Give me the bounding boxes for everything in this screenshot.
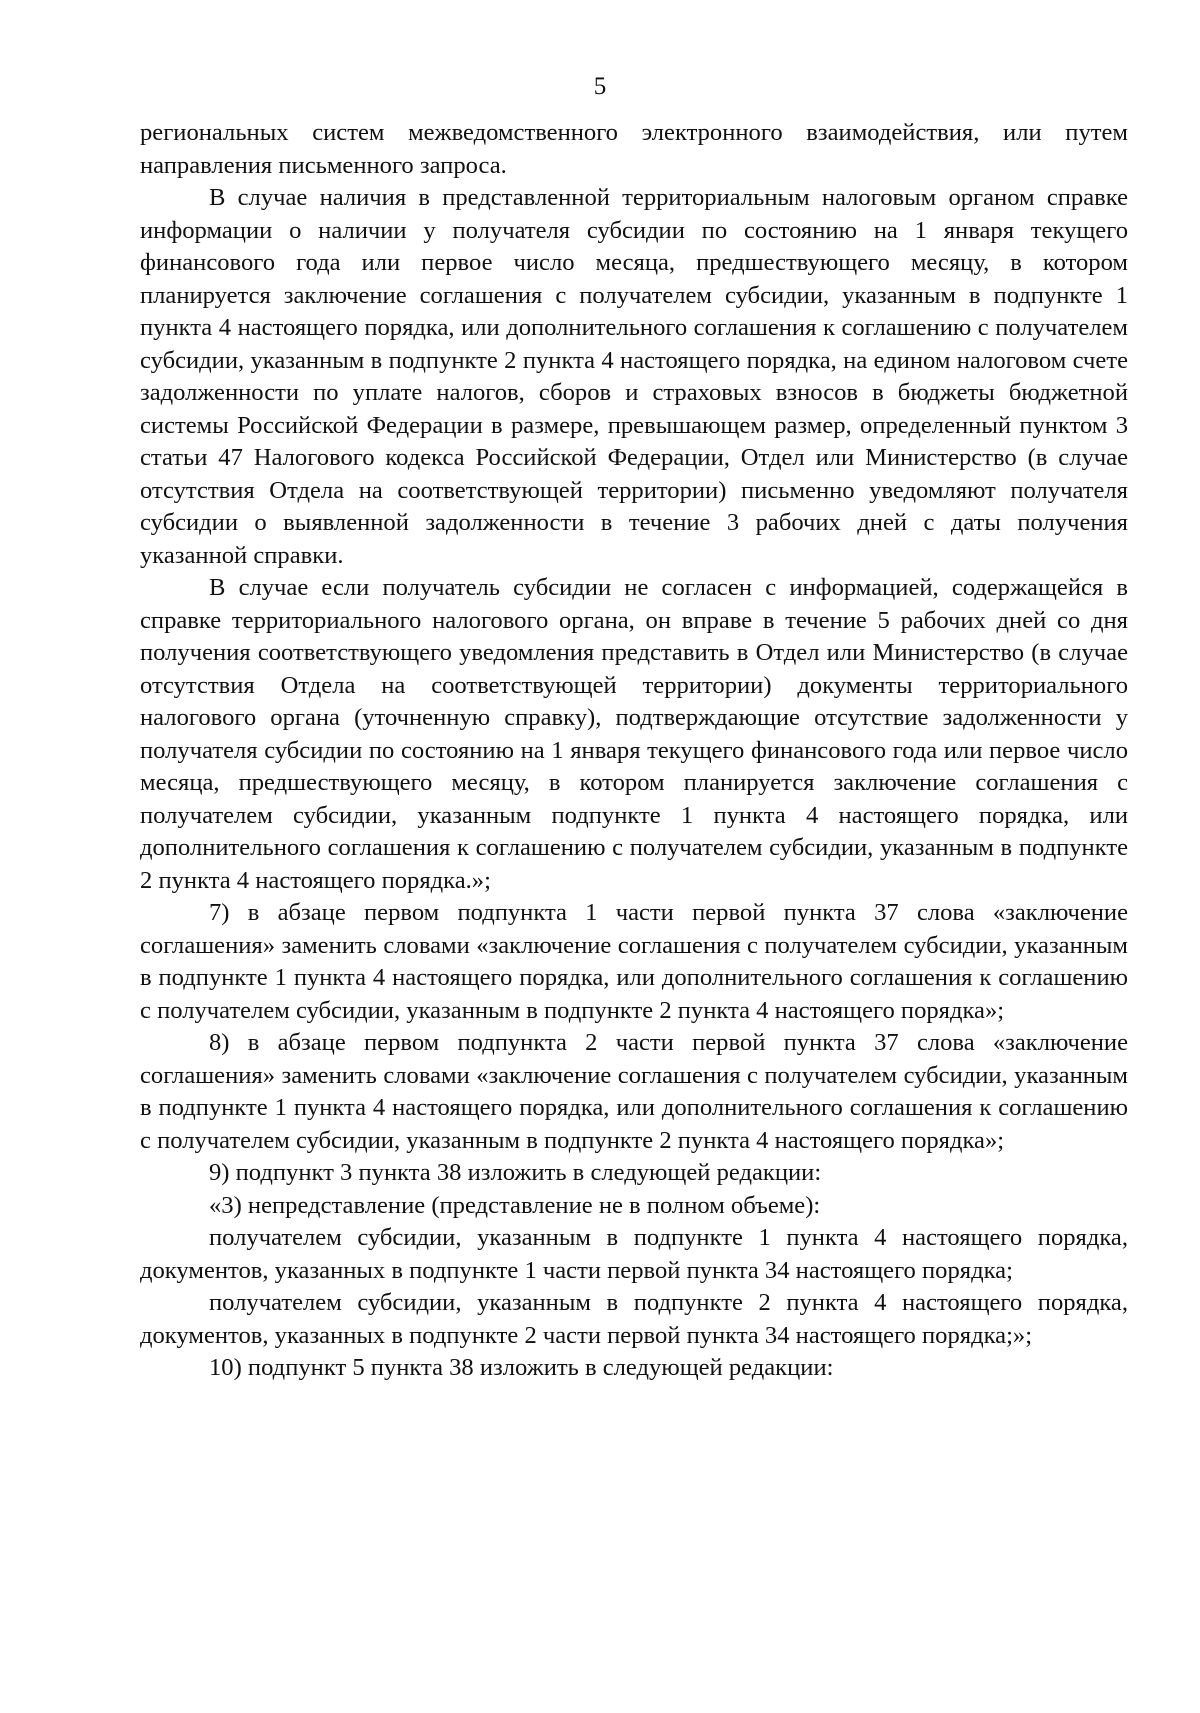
paragraph-recipient-2: получателем субсидии, указанным в подпункте 2 пункта 4 настоящего порядка, документов, указанных в подпункте 2 части первой пункта 34 настоящего порядка;»; [140,1289,1128,1349]
paragraph-item-7: 7) в абзаце первом подпункта 1 части первой пункта 37 слова «заключение соглашения» заменить словами «заключение соглашения с получателем субсидии, указанным в подпункте 1 пункта 4 настоящего порядка, или дополнительного соглашения к соглашению с получателем субсидии, указанным в подпункте 2 пункта 4 настоящего порядка»; [140,899,1128,1024]
paragraph-disagreement: В случае если получатель субсидии не согласен с информацией, содержащейся в справке территориального налогового органа, он вправе в течение 5 рабочих дней со дня получения соответствующего уведомления представить в Отдел или Министерство (в случае отсутствия Отдела на соответствующей территории) документы территориального налогового органа (уточненную справку), подтверждающие отсутствие задолженности у получателя субсидии по состоянию на 1 января текущего финансового года или первое число месяца, предшествующего месяцу, в котором планируется заключение соглашения с получателем субсидии, указанным подпункте 1 пункта 4 настоящего порядка, или дополнительного соглашения к соглашению с получателем субсидии, указанным в подпункте 2 пункта 4 настоящего порядка.»; [140,574,1128,894]
paragraph-item-8: 8) в абзаце первом подпункта 2 части первой пункта 37 слова «заключение соглашения» заменить словами «заключение соглашения с получателем субсидии, указанным в подпункте 1 пункта 4 настоящего порядка, или дополнительного соглашения к соглашению с получателем субсидии, указанным в подпункте 2 пункта 4 настоящего порядка»; [140,1029,1128,1154]
page-number: 5 [593,73,607,100]
paragraph-recipient-1: получателем субсидии, указанным в подпункте 1 пункта 4 настоящего порядка, документов, указанных в подпункте 1 части первой пункта 34 настоящего порядка; [140,1224,1128,1284]
paragraph-tax-debt-notice: В случае наличия в представленной территориальным налоговым органом справке информации о наличии у получателя субсидии по состоянию на 1 января текущего финансового года или первое число месяца, предшествующего месяцу, в котором планируется заключение соглашения с получателем субсидии, указанным в подпункте 1 пункта 4 настоящего порядка, или дополнительного соглашения к соглашению с получателем субсидии, указанным в подпункте 2 пункта 4 настоящего порядка, на едином налоговом счете задолженности по уплате налогов, сборов и страховых взносов в бюджеты бюджетной системы Российской Федерации в размере, превышающем размер, определенный пунктом 3 статьи 47 Налогового кодекса Российской Федерации, Отдел или Министерство (в случае отсутствия Отдела на соответствующей территории) письменно уведомляют получателя субсидии о выявленной задолженности в течение 3 рабочих дней с даты получения указанной справки. [140,184,1128,569]
paragraph-item-9: 9) подпункт 3 пункта 38 изложить в следующей редакции: [209,1159,822,1186]
paragraph-subitem-3: «3) непредставление (представление не в полном объеме): [209,1191,821,1219]
document-body [140,117,1128,1385]
paragraph-item-10: 10) подпункт 5 пункта 38 изложить в следующей редакции: [209,1354,834,1381]
paragraph-continuation: региональных систем межведомственного электронного взаимодействия, или путем направления письменного запроса. [140,119,1128,179]
